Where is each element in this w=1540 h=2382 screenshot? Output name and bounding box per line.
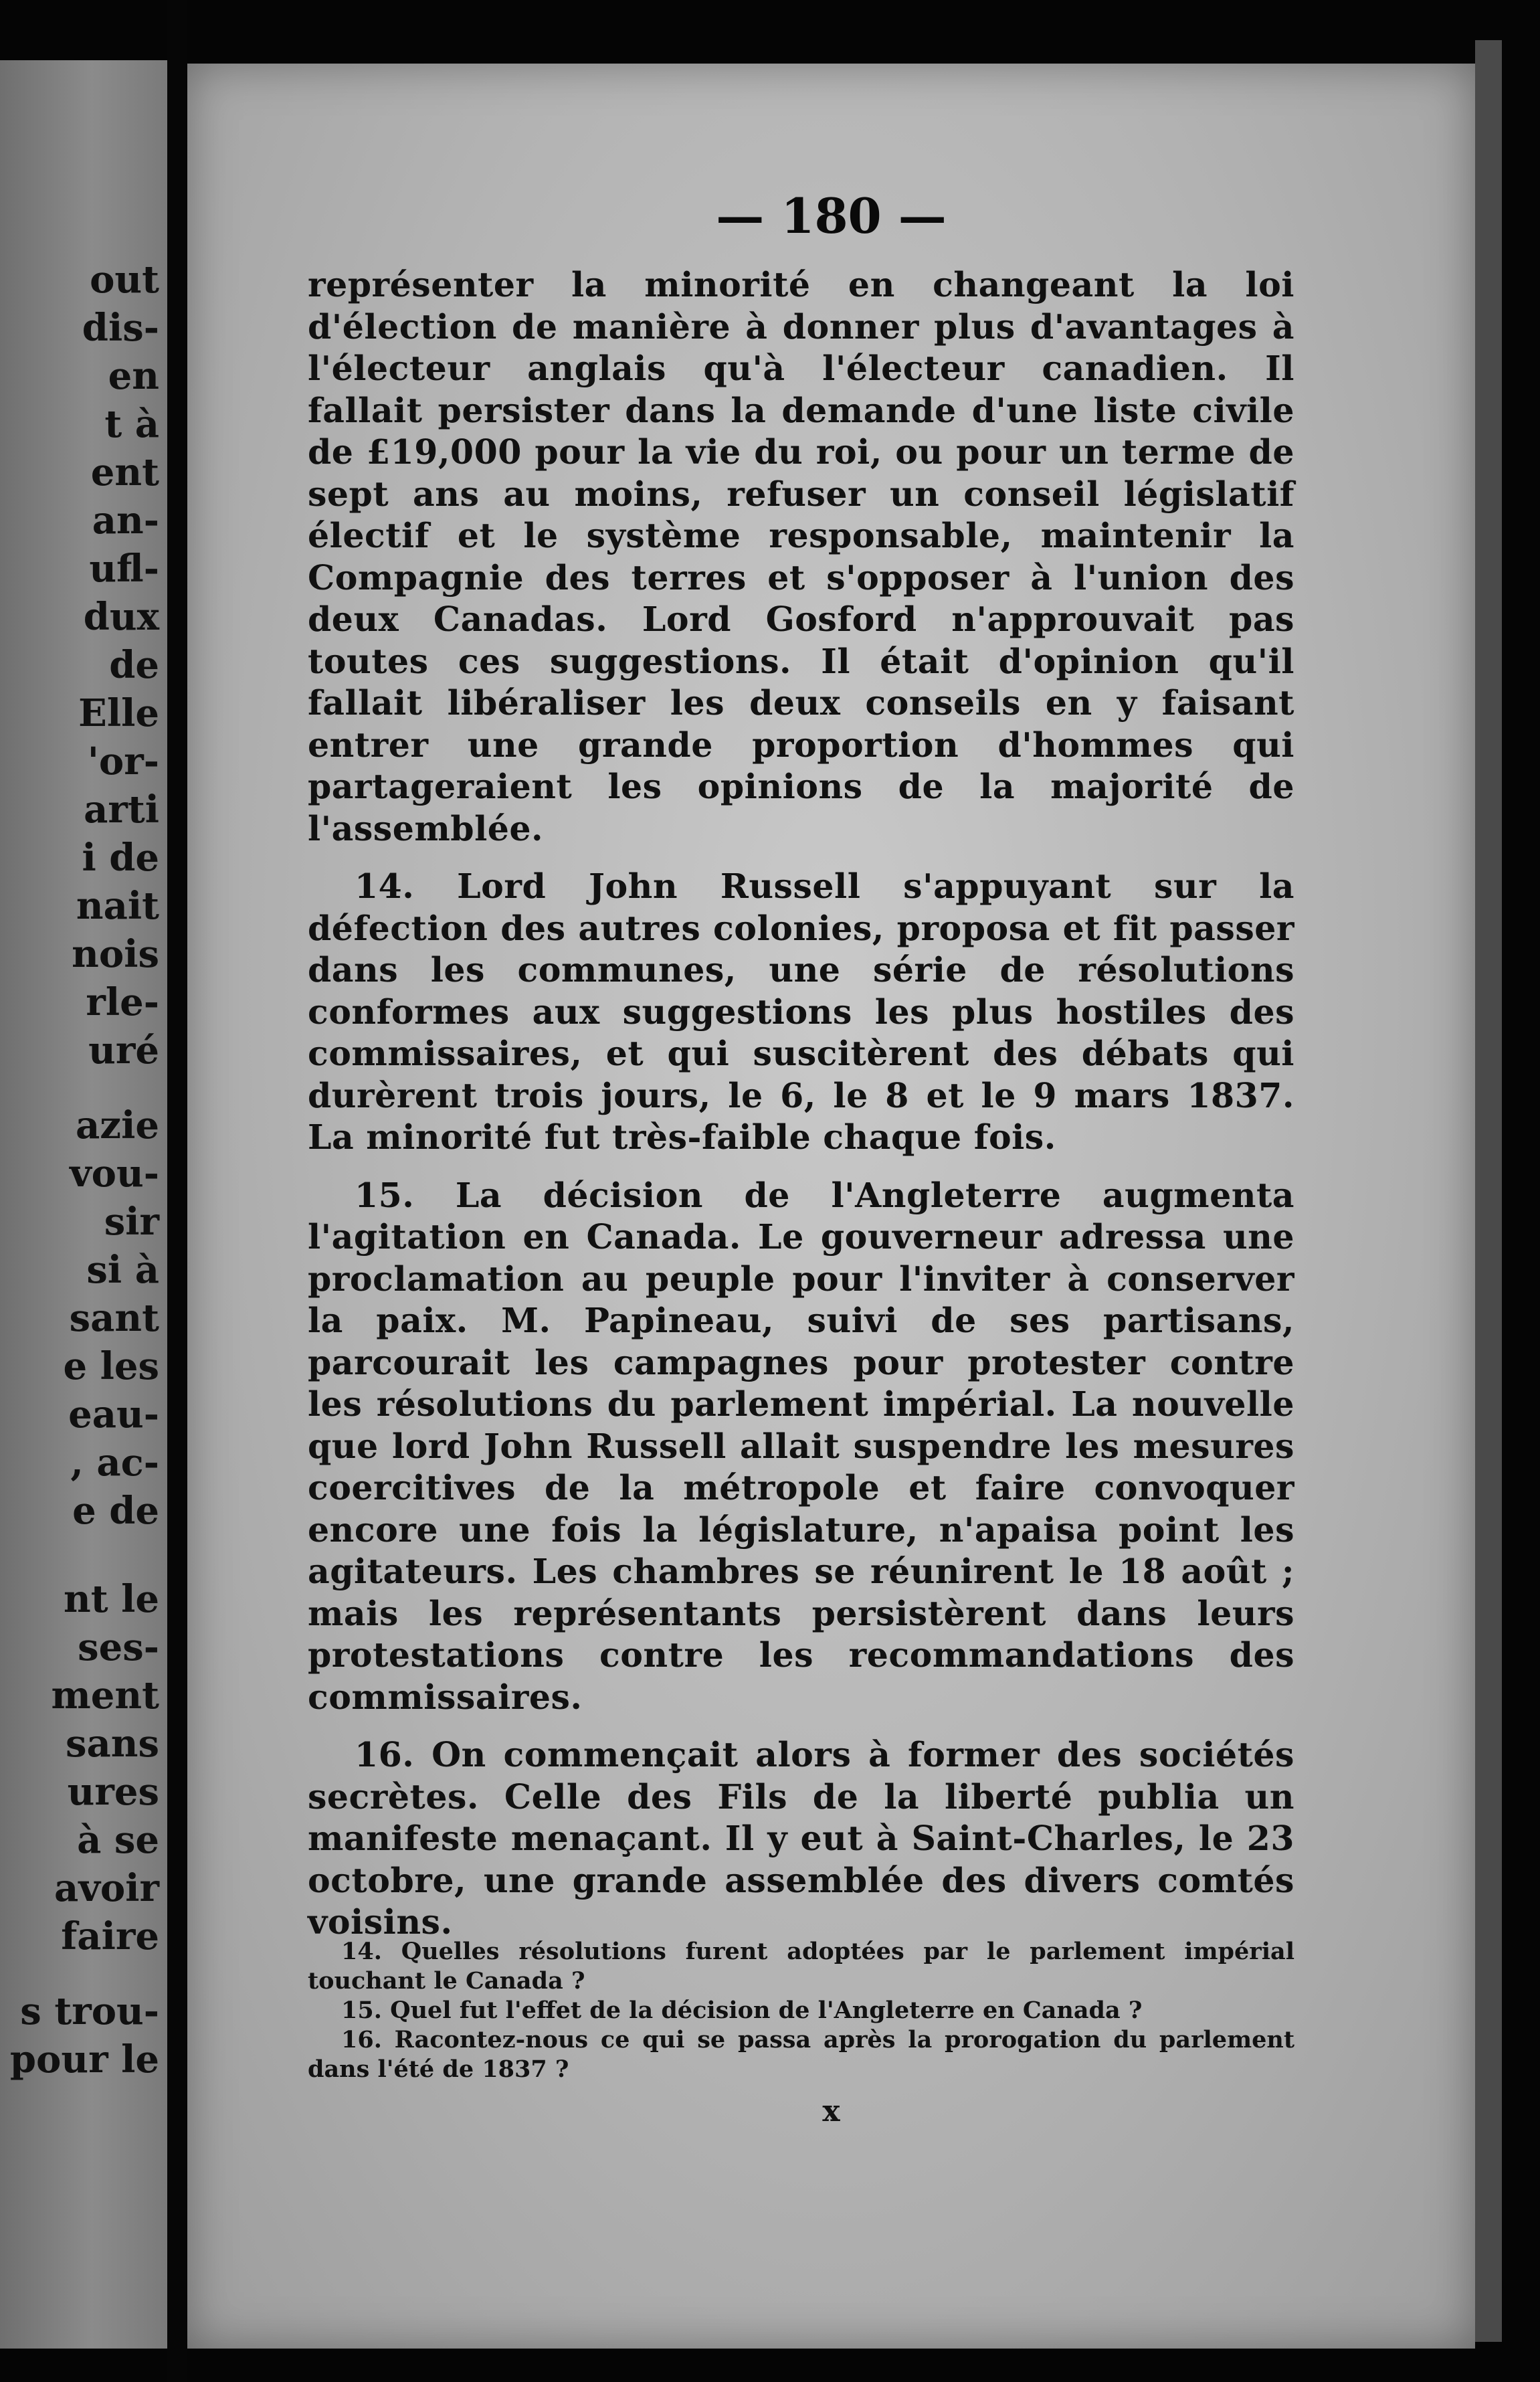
left-page-fragment: ses- <box>78 1625 159 1669</box>
left-page-fragment: en <box>108 354 159 398</box>
left-page-fragment: arti <box>84 788 159 832</box>
question-14: 14. Quelles résolutions furent adoptées par le parlement impérial touchant le Canada ? <box>308 1938 1294 1995</box>
left-page-fragment: avoir <box>54 1866 159 1910</box>
paragraph-14 <box>308 866 1294 1159</box>
left-page-fragment: vou- <box>70 1152 159 1196</box>
study-questions <box>308 1937 1294 2084</box>
paragraph-number: 16. <box>355 1735 415 1774</box>
paragraph-text: Lord John Russell s'appuyant sur la défection des autres colonies, proposa et fit passer dans les communes, une série de résolutions conformes aux suggestions les plus hostiles des commissaires, et qui suscitèrent des débats qui durèrent trois jours, le 6, le 8 et le 9 mars 1837. La minorité fut très-faible chaque fois. <box>308 866 1294 1157</box>
question-15: 15. Quel fut l'effet de la décision de l'Angleterre en Canada ? <box>341 1997 1143 2024</box>
signature-mark: x <box>822 2094 840 2128</box>
left-page-fragment: azie <box>76 1103 159 1148</box>
left-page-fragment: e de <box>72 1489 159 1533</box>
left-page-fragment: sant <box>69 1296 159 1340</box>
left-page-fragment: ures <box>67 1770 159 1814</box>
left-page-fragment: pour le <box>9 2037 159 2082</box>
left-facing-page <box>0 60 167 2349</box>
left-page-fragment: sir <box>104 1200 159 1244</box>
left-page-fragment: si à <box>86 1248 159 1292</box>
left-page-fragment: t à <box>104 402 159 446</box>
left-page-fragment: rle- <box>86 980 159 1024</box>
paragraph-text: On commençait alors à former des sociétés secrètes. Celle des Fils de la liberté publia un manifeste menaçant. Il y eut à Saint-Charles, le 23 octobre, une grande assemblée des divers comtés voisins. <box>308 1735 1294 1942</box>
left-page-fragment: eau- <box>68 1392 159 1437</box>
paragraph-16 <box>308 1734 1294 1944</box>
paragraph-text: La décision de l'Angleterre augmenta l'agitation en Canada. Le gouverneur adressa une proclamation au peuple pour l'inviter à conserver la paix. M. Papineau, suivi de ses partisans, parcourait les campagnes pour protester contre les résolutions du parlement impérial. La nouvelle que lord John Russell allait suspendre les mesures coercitives de la métropole et faire convoquer encore une fois la législature, n'apaisa point les agitateurs. Les chambres se réunirent le 18 août ; mais les représentants persistèrent dans leurs protestations contre les recommandations des commissaires. <box>308 1175 1294 1717</box>
left-page-fragment: de <box>109 643 159 687</box>
paragraph-number: 14. <box>355 866 415 906</box>
left-page-fragment: out <box>90 258 159 302</box>
paragraph-15 <box>308 1175 1294 1719</box>
left-page-fragment: nois <box>72 932 159 976</box>
left-page-fragment: dis- <box>82 306 159 350</box>
left-page-fragment: ufl- <box>89 547 159 591</box>
left-page-fragment: , ac- <box>70 1441 159 1485</box>
paragraph-number: 15. <box>355 1175 415 1215</box>
page-number: — 180 — <box>716 187 947 244</box>
left-page-fragment: uré <box>88 1028 159 1073</box>
left-page-fragment: an- <box>92 498 159 543</box>
left-page-fragment: 'or- <box>87 739 159 784</box>
left-page-fragment: e les <box>63 1344 159 1388</box>
left-page-fragment: nt le <box>64 1577 159 1621</box>
left-page-fragment: faire <box>61 1914 159 1958</box>
left-page-fragment: nait <box>76 884 159 928</box>
question-16: 16. Racontez-nous ce qui se passa après la prorogation du parlement dans l'été de 1837 ? <box>308 2026 1294 2083</box>
page-edge <box>1475 40 1502 2342</box>
left-page-fragment: s trou- <box>20 1989 159 2033</box>
book-page <box>187 64 1475 2349</box>
left-page-fragment: Elle <box>78 691 159 735</box>
left-page-fragment: ment <box>51 1673 159 1718</box>
left-page-fragment: à se <box>77 1818 159 1862</box>
left-page-fragment: dux <box>83 595 159 639</box>
continuation-paragraph: représenter la minorité en changeant la loi d'élection de manière à donner plus d'avantages à l'électeur anglais qu'à l'électeur canadien. Il fallait persister dans la demande d'une liste civile de £19,000 pour la vie du roi, ou pour un terme de sept ans au moins, refuser un conseil législatif électif et le système responsable, maintenir la Compagnie des terres et s'opposer à l'union des deux Canadas. Lord Gosford n'approuvait pas toutes ces suggestions. Il était d'opinion qu'il fallait libéraliser les deux conseils en y faisant entrer une grande proportion d'hommes qui partageraient les opinions de la majorité de l'assemblée. <box>308 265 1294 848</box>
left-page-fragment: ent <box>90 450 159 494</box>
left-page-fragment: sans <box>65 1722 159 1766</box>
left-page-fragment: i de <box>82 836 159 880</box>
body-text <box>308 264 1294 1944</box>
book-gutter <box>167 0 187 2382</box>
